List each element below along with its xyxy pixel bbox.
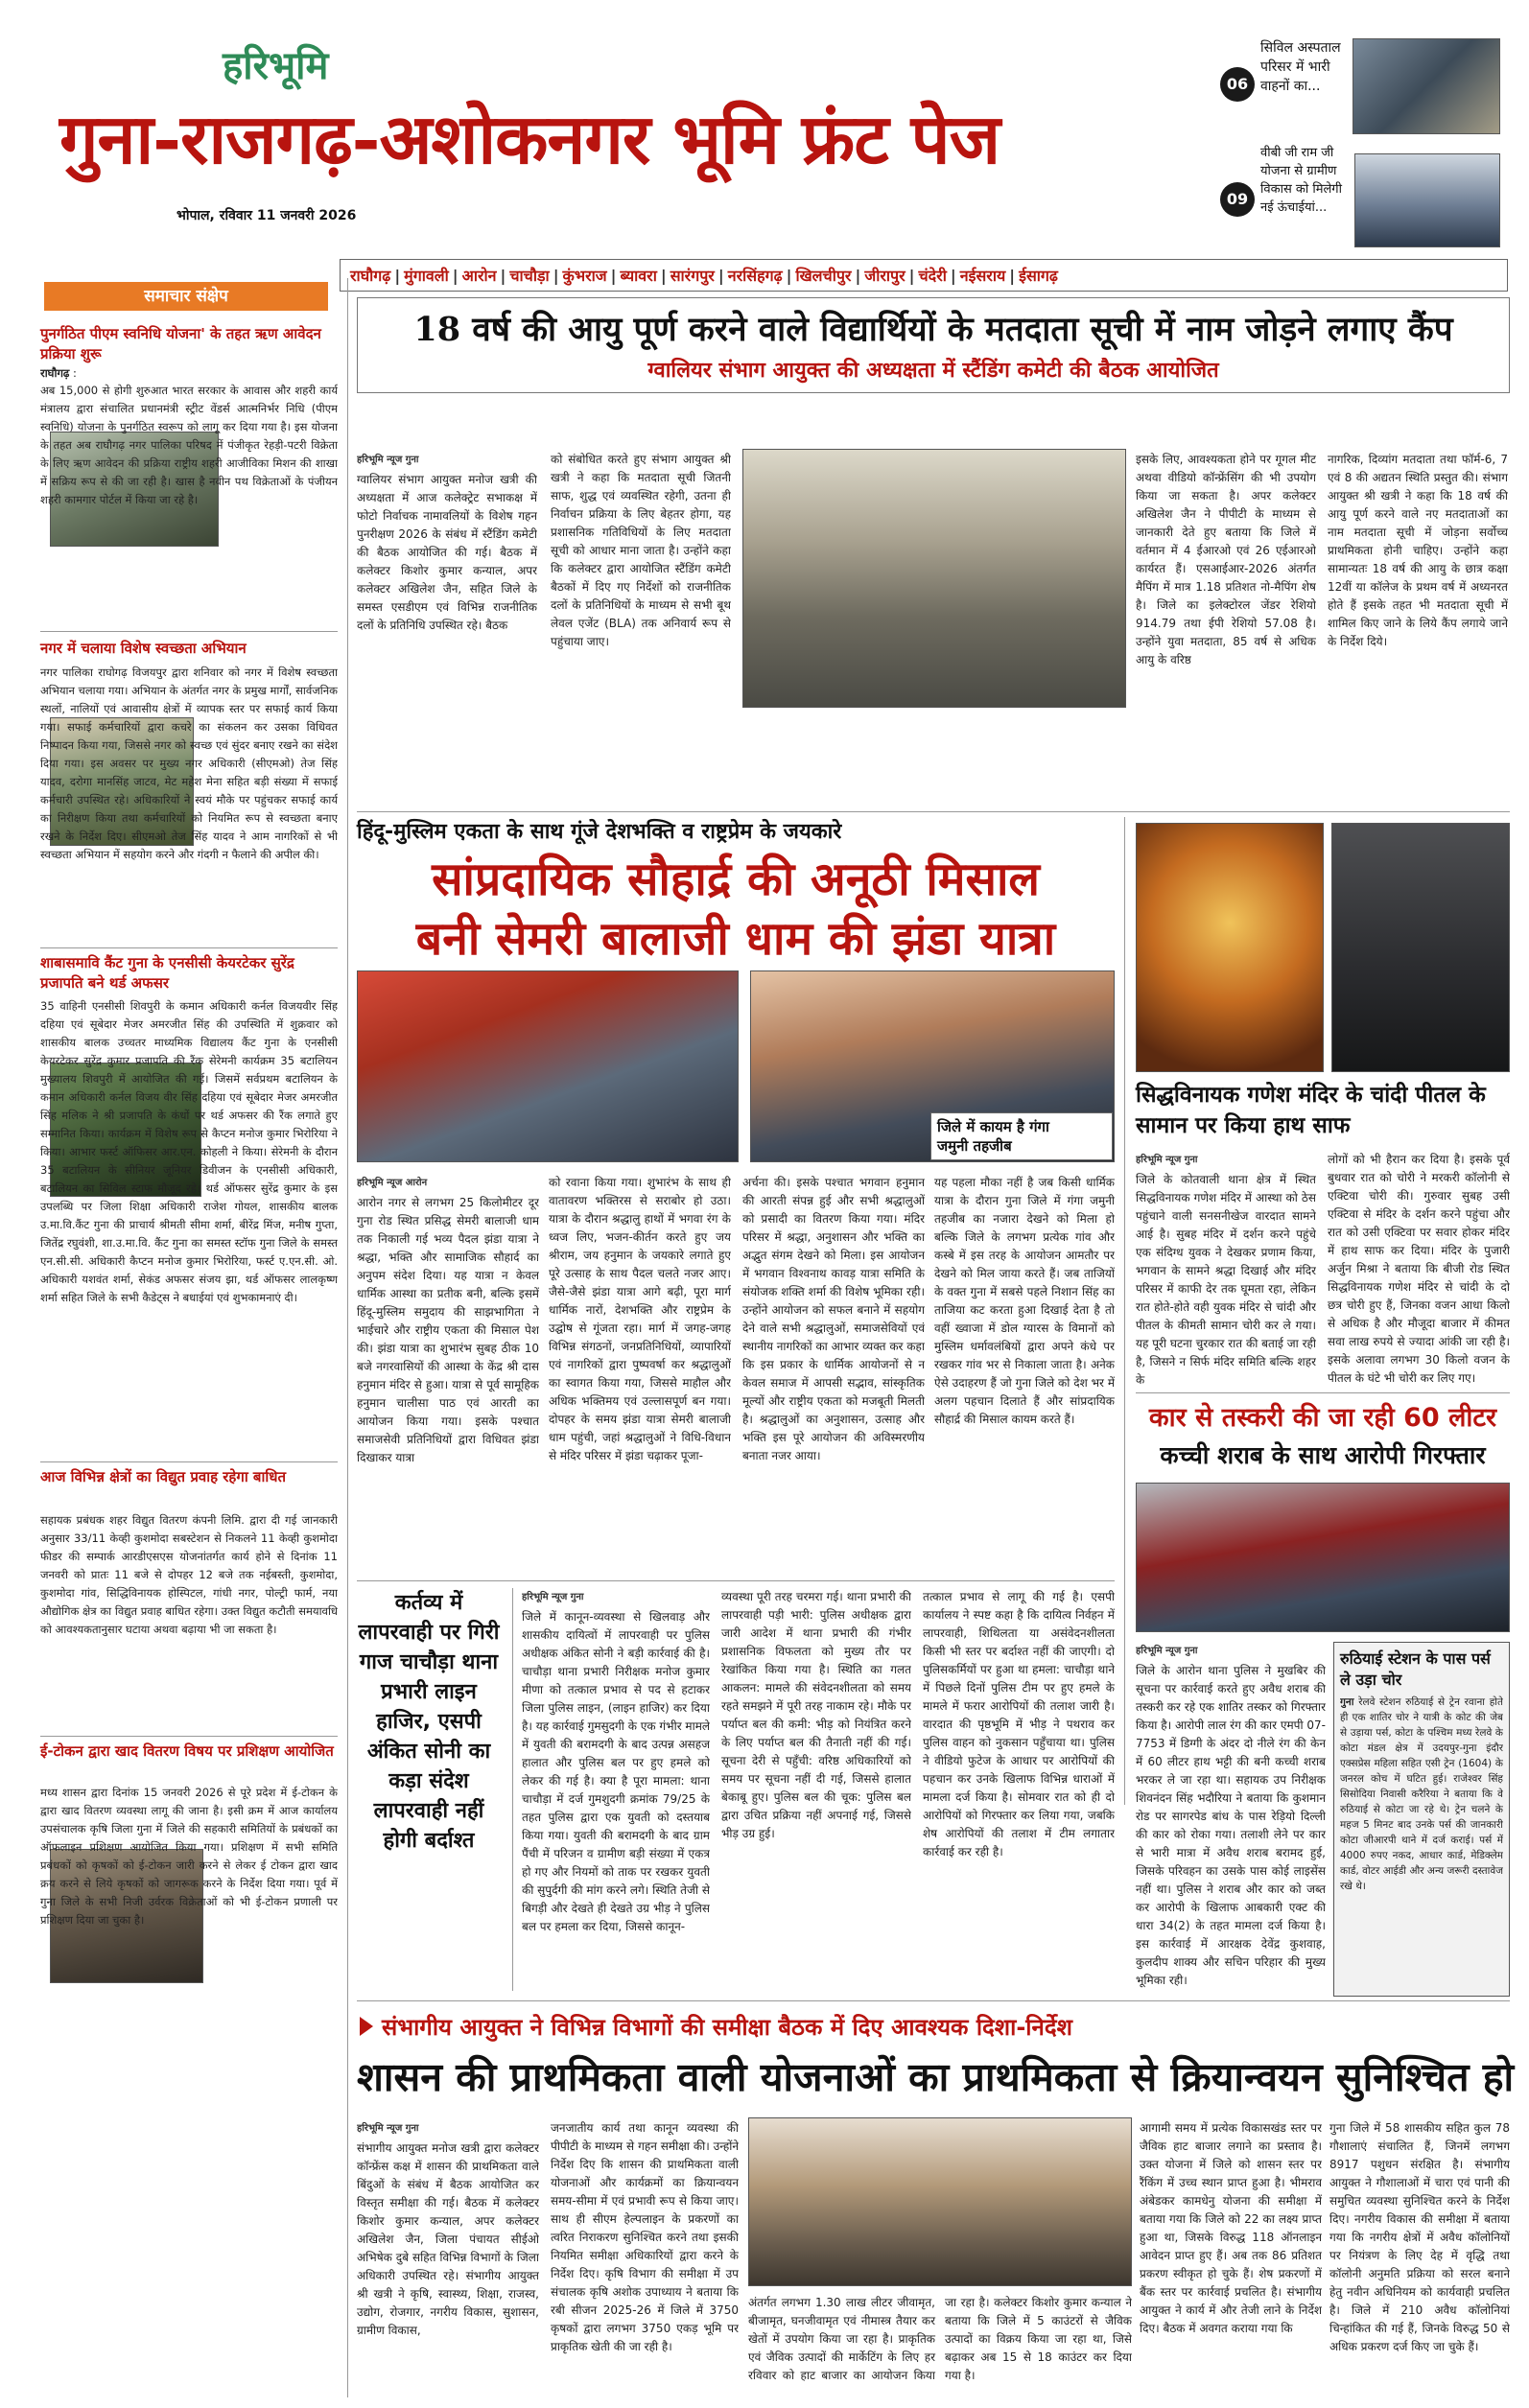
sidebar-dateline: राघौगढ़ (40, 366, 70, 380)
town-item[interactable]: खिलचीपुर (795, 267, 852, 285)
divider: | (553, 266, 559, 285)
lead-col-4: नागरिक, दिव्यांग मतदाता तथा फॉर्म-6, 7 एवं 8 की अद्यतन स्थिति प्रस्तुत की। संभाग आयुक्त श्री खत्री ने कहा कि 18 वर्ष की आयु पूर्ण करने वाले नए मतदाताओं का नाम मतदाता सूची में जोड़ना सर्वोच्च प्राथमिकता होनी चाहिए। उन्होंने कहा सामान्यतः 18 वर्ष की आयु के छात्र कक्षा 12वीं या कॉलेज के प्रथम वर्ष में अध्यनरत होते हैं इसके तहत भी मतदाता सूची में शामिल किए जाने के लिये कैंप लगाये जाने के निर्देश दिये। (1328, 453, 1508, 648)
town-item[interactable]: कुंभराज (562, 267, 607, 285)
police-sidebar-headline[interactable]: कर्तव्य में लापरवाही पर गिरी गाज चाचौड़ा थाना प्रभारी लाइन हाजिर, एसपी अंकित सोनी का कड़ा संदेश लापरवाही नहीं होगी बर्दाश्त (358, 1591, 500, 1853)
byline: हरिभूमि न्यूज आरोन (357, 1178, 428, 1188)
police-col-3: तत्काल प्रभाव से लागू की गई है। एसपी कार्यालय ने स्पष्ट कहा है कि दायित्व निर्वहन में लापरवाही, शिथिलता या असंवेदनशीलता किसी भी स्तर पर बर्दाश्त नहीं की जाएगी। दो पुलिसकर्मियों पर हुआ था हमला: चाचौड़ा थाने में पिछले दिनों पुलिस टीम पर हुए हमले के मामले में फरार आरोपियों की तलाश जारी है। वारदात की पृष्ठभूमि में भीड़ ने पथराव कर पुलिस वाहन को नुकसान पहुँचाया था। पुलिस ने वीडियो फुटेज के आधार पर आरोपियों की पहचान कर उनके खिलाफ विभिन्न धाराओं में मामला दर्ज किया है। सोमवार रात को ही दो आरोपियों को गिरफ्तार कर लिया गया, जबकि शेष आरोपियों की तलाश में टीम लगातार कार्रवाई कर रही है। (923, 1590, 1115, 1859)
divider: | (500, 266, 506, 285)
divider (357, 811, 1510, 812)
yatra-col-1 (357, 1174, 539, 1575)
sidebar-article: राघौगढ़ : (40, 366, 77, 380)
divider: | (394, 266, 401, 285)
brand-logo: हरिभूमि (223, 43, 329, 88)
divider: | (660, 266, 667, 285)
sidebar-headline[interactable]: नगर में चलाया विशेष स्वच्छता अभियान (40, 640, 247, 657)
yatra-inset-caption (930, 1112, 1113, 1160)
ganesh-photo-cctv (1331, 823, 1510, 1072)
review-col-2: जनजातीय कार्य तथा कानून व्यवस्था की पीपीटी के माध्यम से गहन समीक्षा की। उन्होंने निर्देश दिए कि शासन की प्राथमिकता वाली योजनाओं और कार्यक्रमों का क्रियान्वयन समय-सीमा में एवं प्रभावी रूप से किया जाए। साथ ही सीएम हेल्पलाइन के प्रकरणों का त्वरित निराकरण सुनिश्चित करने तथा इसकी नियमित समीक्षा अधिकारियों द्वारा करने के निर्देश दिए। कृषि विभाग की समीक्षा में उप संचालक कृषि अशोक उपाध्याय ने बताया कि रबी सीजन 2025-26 में जिले में 3750 कृषकों द्वारा लगभग 3750 एकड़ भूमि पर प्राकृतिक खेती की जा रही है। (551, 2121, 739, 2353)
divider (40, 1461, 338, 1462)
review-col-1 (357, 2119, 539, 2397)
sidebar-headline[interactable]: ई-टोकन द्वारा खाद वितरण विषय पर प्रशिक्षण आयोजित (40, 1742, 334, 1760)
divider: | (452, 266, 459, 285)
rail-box (1333, 1642, 1510, 1997)
sidebar-headline[interactable]: पुनर्गठित पीएम स्वनिधि योजना' के तहत ऋण आवेदन प्रक्रिया शुरू (40, 325, 321, 362)
divider: | (1009, 266, 1016, 285)
teaser-text: वीबी जी राम जी योजना से ग्रामीण विकास को मिलेगी नई ऊंचाईयां... (1260, 146, 1342, 215)
divider (40, 631, 338, 632)
byline: हरिभूमि न्यूज गुना (357, 2123, 419, 2134)
yatra-col-3: अर्चना की। इसके पश्चात भगवान हनुमान की आरती संपन्न हुई और सभी श्रद्धालुओं को प्रसादी का वितरण किया गया। मंदिर परिसर में श्रद्धा, अनुशासन और भक्ति का अद्भुत संगम देखने को मिला। इस आयोजन में भगवान विश्वनाथ कावड़ यात्रा समिति के संयोजक शक्ति शर्मा की विशेष भूमिका रही। उन्होंने आयोजन को सफल बनाने में सहयोग देने वाले सभी श्रद्धालुओं, समाजसेवियों एवं स्थानीय नागरिकों का आभार व्यक्त कर कहा कि इस प्रकार के धार्मिक आयोजनों से न केवल समाज में आपसी सद्भाव, सांस्कृतिक मूल्यों और राष्ट्रीय एकता को मजबूती मिलती है। श्रद्धालुओं का अनुशासन, उत्साह और भक्ति इस पूरे आयोजन की अविस्मरणीय बनाता नजर आया। (742, 1176, 925, 1462)
divider: | (717, 266, 724, 285)
inset-line-1: जिले में कायम है गंगा (937, 1118, 1049, 1135)
yatra-col-2: को रवाना किया गया। शुभारंभ के साथ ही वातावरण भक्तिरस से सराबोर हो उठा। यात्रा के दौरान श्रद्धालु हाथों में भगवा रंग के ध्वज लिए, भजन-कीर्तन करते हुए जय श्रीराम, जय हनुमान के जयकारे लगाते हुए पूरे उत्साह के साथ पैदल चलते नजर आए। जैसे-जैसे झंडा यात्रा आगे बढ़ी, पूरा मार्ग धार्मिक नारों, देशभक्ति और राष्ट्रप्रेम के उद्घोष से गूंजता रहा। मार्ग में जगह-जगह विभिन्न संगठनों, जनप्रतिनिधियों, व्यापारियों एवं नागरिकों द्वारा पुष्पवर्षा कर श्रद्धालुओं का स्वागत किया गया, जिससे माहौल और अधिक भक्तिमय एवं उल्लासपूर्ण बन गया। दोपहर के समय झंडा यात्रा सेमरी बालाजी धाम पहुंची, जहां श्रद्धालुओं ने विधि-विधान से मंदिर परिसर में झंडा चढ़ाकर पूजा- (549, 1176, 731, 1462)
divider (40, 947, 338, 948)
rail-dateline: गुना (1340, 1696, 1354, 1708)
liquor-headline-2[interactable]: कच्ची शराब के साथ आरोपी गिरफ्तार (1160, 1441, 1486, 1469)
teaser-2[interactable] (1220, 144, 1500, 257)
police-text: जिले में कानून-व्यवस्था से खिलवाड़ और शासकीय दायित्वों में लापरवाही पर पुलिस अधीक्षक अंकित सोनी ने बड़ी कार्रवाई की है। चाचौड़ा थाना प्रभारी निरीक्षक मनोज कुमार मीणा को तत्काल प्रभाव से पद से हटाकर जिला पुलिस लाइन, (लाइन हाजिर) कर दिया है। यह कार्रवाई गुमसुदगी के एक गंभीर मामले में युवती की बरामदगी के बाद उत्पन्न असहज हालात और पुलिस बल पर हुए हमले को लेकर की गई है। क्या है पूरा मामला: थाना चाचौड़ा में दर्ज गुमशुदगी क्रमांक 79/25 के तहत पुलिस द्वारा एक युवती को दस्तयाब किया गया। युवती की बरामदगी के बाद ग्राम पैंची में परिजन व ग्रामीण बड़ी संख्या में एकत्र हो गए और नियमों को ताक पर रखकर युवती की सुपुर्दगी की मांग करने लगे। स्थिति तेजी से बिगड़ी और देखते ही देखते उग्र भीड़ ने पुलिस बल पर हमला कर दिया, जिससे कानून- (522, 1610, 710, 1933)
sidebar-text: नगर पालिका राघोगढ़ विजयपुर द्वारा शनिवार को नगर में विशेष स्वच्छता अभियान चलाया गया। अभियान के अंतर्गत नगर के प्रमुख मार्गों, सार्वजनिक स्थलों, नालियों एवं आवासीय क्षेत्रों में व्यापक स्तर पर सफाई कार्य किया गया। सफाई कर्मचारियों द्वारा कचरे का संकलन कर उसका विधिवत निष्पादन किया गया, जिससे नगर को स्वच्छ एवं सुंदर बनाए रखने का संदेश दिया गया। इस अवसर पर मुख्य नगर अधिकारी (सीएमओ) तेज सिंह यादव, दरोगा मानसिंह जाटव, मेट महेश मेना सहित बड़ी संख्या में सफाई कर्मचारी उपस्थित रहे। अधिकारियों ने स्वयं मौके पर पहुंचकर सफाई कार्य का निरीक्षण किया तथा कर्मचारियों को नियमित रूप से स्वच्छता बनाए रखने के निर्देश दिए। सीएमओ तेज सिंह यादव ने आम नागरिकों से भी स्वच्छता अभियान में सहयोग करने और गंदगी न फैलाने की अपील की। (40, 666, 338, 861)
review-photo (748, 2117, 1132, 2286)
town-strip (340, 259, 1508, 292)
divider (40, 1736, 338, 1737)
review-col-3: अंतर्गत लगभग 1.30 लाख लीटर जीवामृत, बीजामृत, घनजीवामृत एवं नीमास्त्र तैयार कर खेतों में उपयोग किया जा रहा है। प्राकृतिक एवं जैविक उत्पादों की मार्केटिंग के लिए हर रविवार को हाट बाजार का आयोजन किया जा रहा है। कलेक्टर किशोर कुमार कन्याल ने बताया कि जिले में 5 काउंटरों से जैविक उत्पादों का विक्रय किया जा रहा था, जिसे बढ़ाकर अब 15 से 18 काउंटर कर दिया गया है। (748, 2296, 1132, 2382)
town-item[interactable]: चंदेरी (918, 267, 947, 285)
review-headline[interactable]: शासन की प्राथमिकता वाली योजनाओं का प्राथमिकता से क्रियान्वयन सुनिश्चित हो (357, 2054, 1515, 2100)
town-item[interactable]: राघौगढ़ (350, 267, 391, 285)
divider: | (908, 266, 915, 285)
town-item[interactable]: नईसराय (959, 267, 1006, 285)
column-rule (347, 278, 348, 2397)
ganesh-photo-idol (1136, 823, 1324, 1072)
teaser-photo (1354, 153, 1500, 247)
rail-text (1340, 1695, 1503, 1982)
review-col-4: आगामी समय में प्रत्येक विकासखंड स्तर पर जैविक हाट बाजार लगाने का प्रस्ताव है। उक्त योजना में जिले को शासन स्तर पर रैंकिंग में उच्च स्थान प्राप्त हुआ है। भीमराव अंबेडकर कामधेनु योजना की समीक्षा में बताया गया कि जिले को 22 का लक्ष्य प्राप्त हुआ था, जिसके विरुद्ध 118 ऑनलाइन आवेदन प्राप्त हुए हैं। अब तक 86 प्रतिशत प्रकरण स्वीकृत हो चुके हैं। शेष प्रकरणों में बैंक स्तर पर कार्रवाई प्रचलित है। संभागीय आयुक्त ने कार्य में और तेजी लाने के निर्देश दिए। बैठक में अवगत कराया गया कि (1140, 2121, 1322, 2335)
town-item[interactable]: नरसिंहगढ़ (727, 267, 783, 285)
arrow-right-icon (360, 2017, 373, 2036)
byline: हरिभूमि न्यूज गुना (1136, 1646, 1198, 1656)
byline: हरिभूमि न्यूज गुना (1136, 1155, 1198, 1165)
town-item[interactable]: चाचौड़ा (509, 267, 550, 285)
lead-col-3: इसके लिए, आवश्यकता होने पर गूगल मीट अथवा वीडियो कॉन्फ्रेंसिंग की भी उपयोग किया जा सकता है। अपर कलेक्टर अखिलेश जैन ने पीपीटी के माध्यम से जानकारी देते हुए बताया कि जिले में वर्तमान में 4 ईआरओ एवं 26 एईआरओ कार्यरत हैं। एसआईआर-2026 अंतर्गत मैपिंग में मात्र 1.18 प्रतिशत नो-मैपिंग शेष है। जिले का इलेक्टोरल जेंडर रेशियो 914.79 तथा ईपी रेशियो 57.08 है। उन्होंने युवा मतदाता, 85 वर्ष से अधिक आयु के वरिष्ठ (1136, 453, 1316, 666)
liquor-text (1136, 1642, 1326, 1989)
sidebar-text: मध्य शासन द्वारा दिनांक 15 जनवरी 2026 से पूरे प्रदेश में ई-टोकन के द्वारा खाद वितरण व्यवस्था लागू की जाना है। इसी क्रम में आज कार्यालय उपसंचालक कृषि जिला गुना में जिले की सहकारी समितियों के प्रबंधकों का ऑफलाइन प्रशिक्षण आयोजित किया गया। प्रशिक्षण में सभी समिति प्रबंधकों को कृषकों को ई-टोकन जारी करने से लेकर ई टोकन द्वारा खाद क्रय करने से लिये कृषकों को जागरूक करने के निर्देश दिया गया। पूर्व में गुना जिले के सभी निजी उर्वरक विक्रेताओं को भी ई-टोकन प्रणाली पर प्रशिक्षण दिया जा चुका है। (40, 1786, 338, 1927)
divider: | (950, 266, 956, 285)
liquor-headline-1[interactable]: कार से तस्करी की जा रही 60 लीटर (1148, 1403, 1497, 1433)
lead-text: ग्वालियर संभाग आयुक्त मनोज खत्री की अध्यक्षता में आज कलेक्ट्रेट सभाकक्ष में फोटो निर्वाचक नामावलियों के विशेष गहन पुनरीक्षण 2026 के संबंध में स्टैंडिंग कमेटी की बैठक आयोजित की गई। बैठक में कलेक्टर किशोर कुमार कन्याल, अपर कलेक्टर अखिलेश जैन, सहित जिले के समस्त एसडीएम एवं विभिन्न राजनीतिक दलों के प्रतिनिधि उपस्थित रहे। बैठक (357, 473, 537, 632)
sidebar-headline[interactable]: शाबासमावि कैंट गुना के एनसीसी केयरटेकर सुरेंद्र प्रजापति बने थर्ड अफसर (40, 954, 294, 992)
ganesh-col-2: लोगों को भी हैरान कर दिया है। इसके पूर्व बुधवार रात को चोरी ने मरकरी कॉलोनी से एक्टिवा चोरी की। गुरुवार सुबह उसी एक्टिवा से मंदिर के दर्शन करने पहुंचा और रात को उसी एक्टिवा पर सवार होकर मंदिर में हाथ साफ कर दिया। मंदिर के पुजारी अर्जुन मिश्रा ने बताया कि बीजी रोड स्थित सिद्धविनायक गणेश मंदिर से चांदी के दो छत्र चोरी हुए हैं, जिनका वजन आधा किलो से अधिक है और मौजूदा बाजार में कीमत सवा लाख रुपये से ज्यादा आंकी जा रही है। इसके अलावा लगभग 30 किलो वजन के पीतल के घंटे भी चोरी कर लिए गए। (1328, 1153, 1510, 1385)
town-item[interactable]: मुंगावली (404, 267, 449, 285)
police-col-2: व्यवस्था पूरी तरह चरमरा गई। थाना प्रभारी की लापरवाही पड़ी भारी: पुलिस अधीक्षक द्वारा जारी आदेश में थाना प्रभारी की गंभीर प्रशासनिक विफलता को मुख्य तौर पर रेखांकित किया गया है। स्थिति का गलत आकलन: मामले की संवेदनशीलता को समय रहते समझने में पूरी तरह नाकाम रहे। मौके पर पर्याप्त बल की कमी: भीड़ को नियंत्रित करने के लिए पर्याप्त बल की तैनाती नहीं की गई। सूचना देरी से पहुँची: वरिष्ठ अधिकारियों को समय पर सूचना नहीं दी गई, जिससे हालात बेकाबू हुए। पुलिस बल की चूक: पुलिस बल द्वारा उचित प्रक्रिया नहीं अपनाई गई, जिससे भीड़ उग्र हुई। (721, 1590, 911, 1840)
teaser-page-badge: 06 (1220, 67, 1255, 102)
town-item[interactable]: जीरापुर (864, 267, 906, 285)
review-kicker: संभागीय आयुक्त ने विभिन्न विभागों की समीक्षा बैठक में दिए आवश्यक दिशा-निर्देश (382, 2013, 1072, 2041)
teaser-photo (1353, 38, 1500, 134)
yatra-text: आरोन नगर से लगभग 25 किलोमीटर दूर गुना रोड स्थित प्रसिद्ध सेमरी बालाजी धाम तक निकाली गई भव्य पैदल झंडा यात्रा ने श्रद्धा, भक्ति और सामाजिक सौहार्द का अनुपम संदेश दिया। यह यात्रा न केवल धार्मिक आस्था का प्रतीक बनी, बल्कि इसमें हिंदू-मुस्लिम समुदाय की साझभागिता ने भाईचारे और राष्ट्रीय एकता की मिसाल पेश की। झंडा यात्रा का शुभारंभ सुबह ठीक 10 बजे नगरवासियों की आस्था के केंद्र श्री दास हनुमान मंदिर से हुआ। यात्रा से पूर्व सामूहिक हनुमान चालीसा पाठ एवं आरती का आयोजन किया गया। इसके पश्चात समाजसेवी प्रतिनिधियों द्वारा विधिवत झंडा दिखाकर यात्रा (357, 1196, 539, 1464)
divider (1136, 1392, 1510, 1393)
town-item[interactable]: ईसागढ़ (1019, 267, 1058, 285)
sidebar (36, 276, 341, 2405)
ganesh-text: जिले के कोतवाली थाना क्षेत्र में स्थित सिद्धविनायक गणेश मंदिर में आस्था को ठेस पहुंचाने वाली सनसनीखेज वारदात सामने आई है। सुबह मंदिर में दर्शन करने पहुंचे एक संदिग्ध युवक ने देखकर प्रणाम किया, भगवान के सामने श्रद्धा दिखाई और मंदिर परिसर में काफी देर तक घूमता रहा, लेकिन रात होते-होते वही युवक मंदिर से चांदी और पीतल के कीमती सामान चोरी कर ले गया। यह पूरी घटना चुरकार रात की बताई जा रही है, जिसने न सिर्फ मंदिर समिति बल्कि शहर के (1136, 1173, 1316, 1387)
divider (357, 2000, 1510, 2001)
rail-headline[interactable]: रुठियाई स्टेशन के पास पर्स ले उड़ा चोर (1340, 1649, 1491, 1689)
page-title: गुना-राजगढ़-अशोकनगर भूमि फ्रंट पेज (59, 98, 1000, 179)
inset-line-2: जमुनी तहजीब (937, 1137, 1012, 1155)
review-col-5: गुना जिले में 58 शासकीय सहित कुल 78 गौशालाएं संचालित हैं, जिनमें लगभग 8917 पशुधन संरक्षित है। संभागीय आयुक्त ने गौशालाओं में चारा एवं पानी की समुचित व्यवस्था सुनिश्चित करने के निर्देश दिए। नगरीय विकास की समीक्षा में बताया गया कि नगरीय क्षेत्रों में अवैध कॉलोनियों पर नियंत्रण के लिए देह में वृद्धि तथा कॉलोनी अनुमति प्रक्रिया को सरल बनाने हेतु नवीन अधिनियम को कार्यवाही प्रचलित है। जिले में 210 अवैध कॉलोनियां चिन्हांकित की गई हैं, जिनके विरुद्ध 50 से अधिक प्रकरण दर्ज किए जा चुके हैं। (1329, 2121, 1510, 2353)
sidebar-text: 35 वाहिनी एनसीसी शिवपुरी के कमान अधिकारी कर्नल विजयवीर सिंह दहिया एवं सूबेदार मेजर अमरजीत सिंह की उपस्थिति में शुक्रवार को शासकीय बालक उच्चतर माध्यमिक विद्यालय कैंट गुना के एनसीसी केयरटेकर सुरेंद्र कुमार प्रजापति की रैंक सेरेमनी कार्यक्रम 35 बटालियन मुख्यालय शिवपुरी में आयोजित की गई। जिसमें सर्वप्रथम बटालियन के कमान अधिकारी कर्नल विजय वीर सिंह दहिया एवं सूबेदार मेजर अमरजीत सिंह मलिक ने श्री प्रजापति के कंधों पर थर्ड अफसर की रैंक लगाते हुए सम्मानित किया। कार्यक्रम में विशेष रूप से कैप्टन मनोज कुमार भिरोरिया ने किया। आभार फर्स्ट ऑफिसर आर.एन. कोहली ने किया। सेरेमनी के दौरान 35 बटालियन के सीनियर जूनियर डिवीजन के एनसीसी अधिकारी, बटालियन का सिविल स्टाफ मौजूद रहे। थर्ड ऑफसर सुरेंद्र कुमार के इस उपलब्धि पर जिला शिक्षा अधिकारी राजेश गोयल, शासकीय बालक उ.मा.वि.कैंट गुना की प्राचार्य श्रीमती सीमा शर्मा, बीरेंद्र मिंज, मनीष गुप्ता, जितेंद्र रघुवंशी, शा.उ.मा.वि. कैंट गुना का समस्त स्टॉफ गुना जिले के समस्त एन.सी.सी. अधिकारी कैप्टन मनोज कुमार भिरोरिया, फर्स्ट ए.एन.सी. ओ. अधिकारी यशवंत शर्मा, सेकंड अफसर संजय झा, थर्ड ऑफसर लालकृष्ण शर्मा सहित जिले के सभी कैडेट्स ने बधाईयां एवं शुभकामनाएं दी। (40, 999, 338, 1304)
dateline: भोपाल, रविवार 11 जनवरी 2026 (176, 208, 357, 223)
column-rule (1124, 817, 1125, 1805)
review-text: संभागीय आयुक्त मनोज खत्री द्वारा कलेक्टर कॉन्फ्रेंस कक्ष में शासन की प्राथमिकता वाले बिंदुओं के संबंध में बैठक आयोजित कर विस्तृत समीक्षा की गई। बैठक में कलेक्टर किशोर कुमार कन्याल, अपर कलेक्टर अखिलेश जैन, जिला पंचायत सीईओ अभिषेक दुबे सहित विभिन्न विभागों के जिला अधिकारी उपस्थित रहे। संभागीय आयुक्त श्री खत्री ने कृषि, स्वास्थ्य, शिक्षा, राजस्व, उद्योग, रोजगार, नगरीय विकास, सुशासन, ग्रामीण विकास, (357, 2141, 539, 2337)
byline: हरिभूमि न्यूज गुना (522, 1592, 584, 1602)
divider: | (610, 266, 617, 285)
divider: | (786, 266, 792, 285)
teaser-text: सिविल अस्पताल परिसर में भारी वाहनों का... (1260, 40, 1341, 94)
lead-col-2: को संबोधित करते हुए संभाग आयुक्त श्री खत्री ने कहा कि मतदाता सूची जितनी साफ, शुद्ध एवं व्यवस्थित रहेगी, उतना ही निर्वाचन प्रक्रिया के लिए बेहतर होगा, यह प्रशासनिक गतिविधियों के लिए मतदाता सूची को आधार माना जाता है। उन्होंने कहा कि कलेक्टर द्वारा आयोजित स्टैंडिंग कमेटी बैठकों में दिए गए निर्देशों को राजनीतिक दलों के प्रतिनिधियों के माध्यम से सभी बूथ लेवल एजेंट (BLA) तक अनिवार्य रूप से पहुंचाया जाए। (551, 453, 731, 648)
ganesh-col-1 (1136, 1151, 1316, 1391)
sidebar-text: सहायक प्रबंधक शहर विद्युत वितरण कंपनी लिमि. द्वारा दी गई जानकारी अनुसार 33/11 केव्ही कुशमोदा सबस्टेशन से निकलने 11 केव्ही कुशमोदा फीडर की सम्पार्क आरडीएसएस योजनांतर्गत कार्य होने से दिनांक 11 जनवरी को प्रातः 11 बजे से दोपहर 12 बजे तक नईबस्ती, कुशमोदा, कुशमोदा गांव, सिद्धिविनायक होस्पिटल, गांधी नगर, पोल्ट्री फार्म, नया औद्योगिक क्षेत्र का विद्युत प्रवाह बाधित रहेगा। उक्त विद्युत कटौती समयावधि को आवश्यकतानुसार घटाया अथवा बढ़ाया भी जा सकता है। (40, 1513, 338, 1636)
sidebar-text: अब 15,000 से होगी शुरुआत भारत सरकार के आवास और शहरी कार्य मंत्रालय द्वारा संचालित प्रधानमंत्री स्ट्रीट वेंडर्स आत्मनिर्भर निधि (पीएम स्वनिधि) योजना के पुनर्गठित स्वरूप को लागू कर दिया गया है। इस योजना के तहत अब राघौगढ़ नगर पालिका परिषद में पंजीकृत रेहड़ी-पटरी विक्रेता के लिए ऋण आवेदन की प्रक्रिया राष्ट्रीय शहरी आजीविका मिशन की शाखा में सक्रिय रूप से की जा रही है। खास है नवीन पथ विक्रेताओं के पंजीयन शहरी कामगार पोर्टल में किया जा रहे है। (40, 384, 338, 506)
yatra-headline-1[interactable]: सांप्रदायिक सौहार्द्र की अनूठी मिसाल (432, 853, 1040, 906)
review-kicker-bar (357, 2008, 1510, 2045)
teaser-page-badge: 09 (1220, 182, 1255, 217)
column-rule (512, 1588, 513, 1991)
rail-body: रेलवे स्टेशन रुठियाई से ट्रेन रवाना होते ही एक शातिर चोर ने यात्री के कोट की जेब से उड़ाया पर्स, कोटा के पश्चिम मध्य रेलवे के कोटा मंडल क्षेत्र में उदयपुर-गुना इंदौर एक्सप्रेस महिला सहित एसी ट्रेन (1604) के जनरल कोच में घटित हुई। राजेश्वर सिंह सिसोदिया निवासी करैरिया ने बताया कि वे रुठियाई से कोटा जा रहे थे। ट्रेन चलने के महज 5 मिनट बाद उनके पर्स की जानकारी कोटा जीआरपी थाने में दर्ज कराई। पर्स में 4000 रुपए नकद, आधार कार्ड, मेडिक्लेम कार्ड, वोटर आईडी और अन्य जरूरी दस्तावेज रखे थे। (1340, 1696, 1503, 1892)
town-item[interactable]: ब्यावरा (620, 267, 657, 285)
yatra-kicker: हिंदू-मुस्लिम एकता के साथ गूंजे देशभक्ति व राष्ट्रप्रेम के जयकारे (357, 820, 842, 844)
yatra-photo-left (357, 970, 739, 1162)
lead-photo (742, 449, 1126, 708)
sidebar-headline[interactable]: आज विभिन्न क्षेत्रों का विद्युत प्रवाह रहेगा बाधित (40, 1468, 287, 1485)
lead-headline[interactable]: 18 वर्ष की आयु पूर्ण करने वाले विद्यार्थियों के मतदाता सूची में नाम जोड़ने लगाए कैंप (413, 310, 1453, 349)
yatra-col-4: यह पहला मौका नहीं है जब किसी धार्मिक यात्रा के दौरान गुना जिले में गंगा जमुनी तहजीब का नजारा देखने को मिला हो बल्कि जिले के लगभग प्रत्येक गांव और कस्बे में इस तरह के आयोजन आमतौर पर देखने को मिल जाया करते हैं। जब ताजियों के वक्त गुना में सबसे पहले निशान सिंह का ताजिया कट करता हुआ दिखाई देता है तो वहीं ख्वाजा में डोल ग्यारस के विमानों को मुस्लिम धर्मावलंबियों द्वारा अपने कंधे पर रखकर गांव भर से निकाला जाता है। अनेक ऐसे उदाहरण हैं जो गुना जिले को देश भर में अलग पहचान दिलाते हैं और सांप्रदायिक सौहार्द्र की मिसाल कायम करते हैं। (934, 1176, 1115, 1426)
teaser-1[interactable] (1220, 38, 1500, 134)
town-item[interactable]: सारंगपुर (670, 267, 715, 285)
ganesh-headline[interactable]: सिद्धविनायक गणेश मंदिर के चांदी पीतल के सामान पर किया हाथ साफ (1136, 1083, 1486, 1138)
divider (357, 1580, 1115, 1581)
yatra-headline-2[interactable]: बनी सेमरी बालाजी धाम की झंडा यात्रा (415, 912, 1056, 966)
police-col-1 (522, 1588, 710, 1991)
liquor-body: जिले के आरोन थाना पुलिस ने मुखबिर की सूचना पर कार्रवाई करते हुए अवैध शराब की तस्करी कर रहे एक शातिर तस्कर को गिरफ्तार किया है। आरोपी लाल रंग की कार एमपी 07-7753 में डिग्गी के अंदर दो नीले रंग की केन में 60 लीटर हाथ भट्टी की बनी कच्ची शराब भरकर ले जा रहा था। सहायक उप निरीक्षक शिवनंदन सिंह भदौरिया ने बताया कि कुशमान रोड पर सागरपेड बांध के पास रेड़ियो दिल्ली की कार को रोका गया। तलाशी लेने पर कार से भारी मात्रा में अवैध शराब बरामद हुई, जिसके परिवहन का उसके पास कोई लाइसेंस नहीं था। पुलिस ने शराब और कार को जब्त कर आरोपी के खिलाफ आबकारी एक्ट की धारा 34(2) के तहत मामला दर्ज किया है। इस कार्रवाई में आरक्षक देवेंद्र कुशवाह, कुलदीप शाक्य और सचिन परिहार की मुख्य भूमिका रही। (1136, 1664, 1326, 1987)
liquor-photo (1136, 1483, 1510, 1632)
lead-subhead: ग्वालियर संभाग आयुक्त की अध्यक्षता में स्टैंडिंग कमेटी की बैठक आयोजित (647, 359, 1219, 383)
sidebar-header: समाचार संक्षेप (44, 282, 328, 311)
lead-col-1 (357, 451, 537, 806)
byline: हरिभूमि न्यूज गुना (357, 455, 419, 465)
town-item[interactable]: आरोन (461, 267, 497, 285)
divider: | (855, 266, 861, 285)
